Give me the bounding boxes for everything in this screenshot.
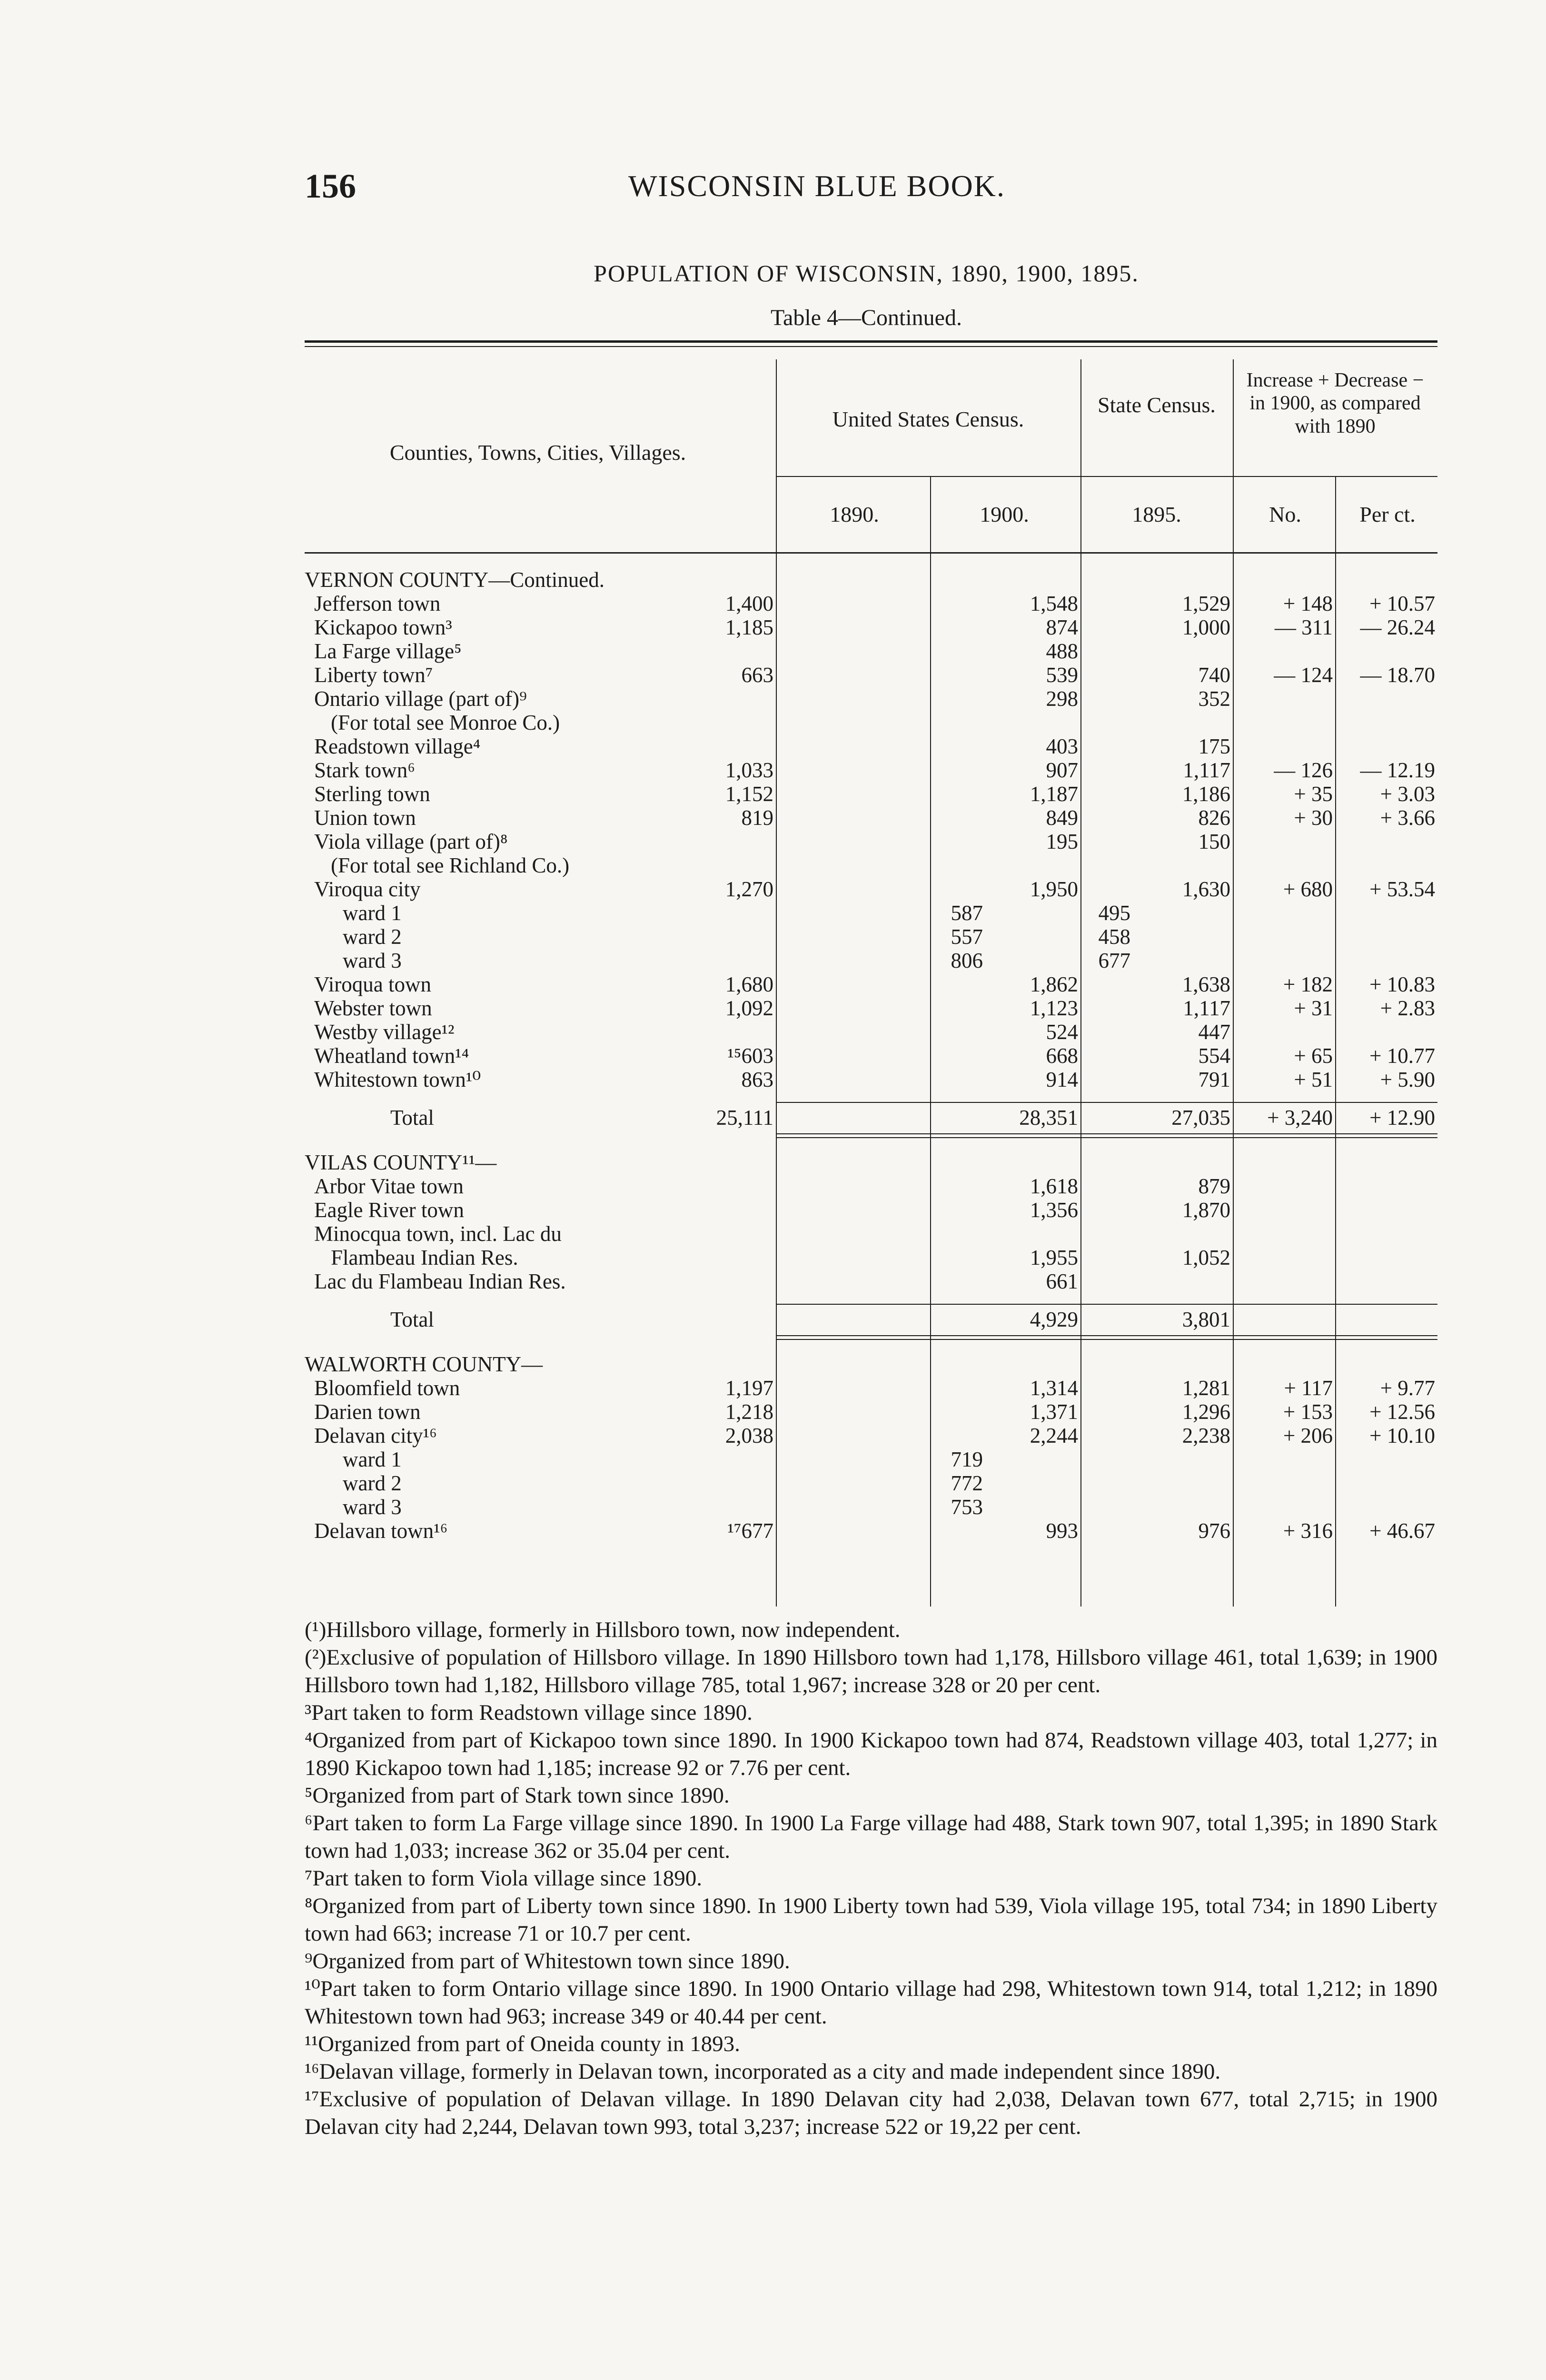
- cell-c1900: 1,356: [1030, 1198, 1078, 1222]
- footnote: ¹⁶Delavan village, formerly in Delavan town, incorporated as a city and made independent since 1890.: [305, 2059, 1221, 2084]
- header-us-census: United States Census.: [832, 407, 1024, 431]
- table-row: [305, 997, 1437, 1019]
- cell-c1890: 819: [741, 806, 773, 830]
- row-name: Viroqua town: [314, 972, 432, 996]
- header-no: No.: [1269, 502, 1301, 526]
- cell-w1900: 557: [951, 925, 983, 949]
- header-state-census: State Census.: [1098, 393, 1216, 417]
- cell-w1900: 719: [951, 1448, 983, 1471]
- cell-c1895: 2,238: [1182, 1424, 1230, 1448]
- footnote: ¹¹Organized from part of Oneida county in 1893.: [305, 2032, 740, 2056]
- cell-pct: + 3.66: [1380, 806, 1435, 830]
- footnote: ⁷Part taken to form Viola village since 1890.: [305, 1866, 703, 1891]
- cell-c1900: 849: [1046, 806, 1078, 830]
- row-name: Eagle River town: [314, 1198, 464, 1222]
- cell-c1895: 1,000: [1182, 615, 1230, 639]
- cell-c1900: 524: [1046, 1020, 1078, 1044]
- cell-no: + 51: [1294, 1068, 1333, 1091]
- table-row: [305, 1425, 1437, 1447]
- cell-no: + 680: [1283, 877, 1333, 901]
- row-name: (For total see Richland Co.): [331, 853, 570, 877]
- cell-c1890: 1,270: [725, 877, 773, 901]
- cell-c1895: 1,117: [1183, 996, 1230, 1020]
- cell-w1900: 587: [951, 901, 983, 925]
- table-title: POPULATION OF WISCONSIN, 1890, 1900, 1895.: [594, 260, 1139, 287]
- cell-c1895: 554: [1198, 1044, 1230, 1068]
- cell-w1895: 458: [1098, 925, 1130, 949]
- cell-c1900: 668: [1046, 1044, 1078, 1068]
- cell-c1900: 1,862: [1030, 972, 1078, 996]
- cell-pct: + 3.03: [1380, 782, 1435, 806]
- cell-pct: + 10.10: [1369, 1424, 1435, 1448]
- cell-w1900: 753: [951, 1495, 983, 1519]
- footnote: ⁵Organized from part of Stark town since 1890.: [305, 1783, 730, 1808]
- cell-pct: + 9.77: [1380, 1376, 1435, 1400]
- row-name: ward 3: [343, 949, 402, 972]
- cell-c1890: 1,680: [725, 972, 773, 996]
- footnote: ³Part taken to form Readstown village since 1890.: [305, 1700, 753, 1725]
- cell-w1895: 495: [1098, 901, 1130, 925]
- row-name: Lac du Flambeau Indian Res.: [314, 1269, 566, 1293]
- cell-c1890: 1,218: [725, 1400, 773, 1424]
- header-pct: Per ct.: [1359, 502, 1416, 526]
- cell-c1895: 1,529: [1182, 592, 1230, 615]
- cell-pct: + 46.67: [1369, 1519, 1435, 1543]
- page-number: 156: [305, 167, 356, 205]
- cell-c1900: 993: [1046, 1519, 1078, 1543]
- footnote: (²)Exclusive of population of Hillsboro village. In 1890 Hillsboro town had 1,178, Hillsboro village 461, total 1,639; in 1900 Hillsboro town had 1,182, Hillsboro village 785, total 1,967; increase 328 or 20 per cent.: [305, 1645, 1437, 1697]
- cell-no: — 126: [1274, 758, 1333, 782]
- table-row: [305, 1223, 1437, 1245]
- cell-c1895: 976: [1198, 1519, 1230, 1543]
- row-name: Viroqua city: [314, 877, 421, 901]
- table-row: [305, 1270, 1437, 1292]
- cell-no: — 124: [1274, 663, 1333, 687]
- row-name: Delavan city¹⁶: [314, 1424, 437, 1448]
- cell-c1895: 352: [1198, 687, 1230, 711]
- cell-c1890: 1,033: [725, 758, 773, 782]
- footnote: ⁹Organized from part of Whitestown town since 1890.: [305, 1949, 790, 1973]
- cell-c1900: 1,548: [1030, 592, 1078, 615]
- total-top-rule: [776, 1102, 1437, 1103]
- cell-no: + 65: [1294, 1044, 1333, 1068]
- row-name: ward 2: [343, 925, 402, 949]
- row-name: ward 2: [343, 1471, 402, 1495]
- cell-c1900: 539: [1046, 663, 1078, 687]
- total-row: [305, 1309, 1437, 1330]
- section-heading: VERNON COUNTY—Continued.: [305, 568, 605, 592]
- cell-c1900: 661: [1046, 1269, 1078, 1293]
- cell-c1895: 1,186: [1182, 782, 1230, 806]
- cell-c1890: 1,152: [725, 782, 773, 806]
- table-row: [305, 1021, 1437, 1043]
- cell-no: — 311: [1274, 615, 1333, 639]
- table-row: [305, 1401, 1437, 1423]
- cell-c1900: 1,618: [1030, 1174, 1078, 1198]
- cell-w1900: 806: [951, 949, 983, 972]
- cell-no: + 31: [1294, 996, 1333, 1020]
- cell-no: + 153: [1283, 1400, 1333, 1424]
- cell-c1895: 826: [1198, 806, 1230, 830]
- cell-c1890: 863: [741, 1068, 773, 1091]
- population-table: [305, 340, 1437, 1606]
- cell-c1900: 1,371: [1030, 1400, 1078, 1424]
- cell-pct: + 10.83: [1369, 972, 1435, 996]
- table-row: [305, 640, 1437, 662]
- table-row: [305, 878, 1437, 900]
- row-name: Kickapoo town³: [314, 615, 452, 639]
- cell-c1895: 1,117: [1183, 758, 1230, 782]
- cell-c1890: 1,185: [725, 615, 773, 639]
- row-name: Bloomfield town: [314, 1376, 460, 1400]
- table-row: [305, 1496, 1437, 1518]
- cell-c1900: 1,123: [1030, 996, 1078, 1020]
- cell-c1900: 403: [1046, 734, 1078, 758]
- row-name: Arbor Vitae town: [314, 1174, 464, 1198]
- cell-c1900: 195: [1046, 830, 1078, 853]
- cell-no: + 148: [1283, 592, 1333, 615]
- row-name: Total: [390, 1106, 434, 1130]
- cell-no: + 316: [1283, 1519, 1333, 1543]
- cell-c1895: 3,801: [1182, 1308, 1230, 1331]
- cell-c1895: 447: [1198, 1020, 1230, 1044]
- cell-c1895: 1,630: [1182, 877, 1230, 901]
- cell-c1895: 791: [1198, 1068, 1230, 1091]
- row-name: Darien town: [314, 1400, 421, 1424]
- table-row: [305, 664, 1437, 686]
- table-row: [305, 902, 1437, 924]
- cell-c1900: 1,187: [1030, 782, 1078, 806]
- cell-w1895: 677: [1098, 949, 1130, 972]
- cell-c1900: 1,314: [1030, 1376, 1078, 1400]
- table-row: [305, 973, 1437, 995]
- cell-c1895: 740: [1198, 663, 1230, 687]
- row-name: Total: [390, 1308, 434, 1331]
- total-top-rule: [776, 1304, 1437, 1305]
- cell-c1900: 4,929: [1030, 1308, 1078, 1331]
- cell-pct: + 12.56: [1369, 1400, 1435, 1424]
- row-name: ward 1: [343, 901, 402, 925]
- cell-c1895: 150: [1198, 830, 1230, 853]
- cell-pct: + 10.77: [1369, 1044, 1435, 1068]
- cell-w1900: 772: [951, 1471, 983, 1495]
- cell-pct: + 53.54: [1369, 877, 1435, 901]
- cell-pct: — 12.19: [1360, 758, 1435, 782]
- table-row: [305, 593, 1437, 615]
- footnotes: [305, 1616, 1437, 2141]
- table-row: [305, 1472, 1437, 1494]
- cell-c1890: ¹⁷677: [727, 1519, 773, 1543]
- row-name: Liberty town⁷: [314, 663, 433, 687]
- row-name: Jefferson town: [314, 592, 441, 615]
- cell-c1895: 27,035: [1171, 1106, 1230, 1130]
- table-row: [305, 759, 1437, 781]
- table-row: [305, 735, 1437, 757]
- total-bottom-rule: [776, 1335, 1437, 1336]
- row-name: Ontario village (part of)⁹: [314, 687, 527, 711]
- header-counties: Counties, Towns, Cities, Villages.: [389, 440, 686, 465]
- cell-pct: — 18.70: [1360, 663, 1435, 687]
- cell-c1900: 28,351: [1019, 1106, 1078, 1130]
- row-name: Westby village¹²: [314, 1020, 455, 1044]
- total-row: [305, 1107, 1437, 1129]
- cell-pct: + 5.90: [1380, 1068, 1435, 1091]
- footnote: ⁸Organized from part of Liberty town since 1890. In 1900 Liberty town had 539, Viola village 195, total 734; in 1890 Liberty town had 663; increase 71 or 10.7 per cent.: [305, 1894, 1437, 1946]
- table-row: [305, 1247, 1437, 1269]
- page-header: [305, 167, 1447, 209]
- table-row: [305, 1448, 1437, 1470]
- header-1890: 1890.: [830, 502, 879, 526]
- cell-c1900: 488: [1046, 639, 1078, 663]
- header-1900: 1900.: [980, 502, 1029, 526]
- cell-pct: + 2.83: [1380, 996, 1435, 1020]
- cell-no: + 30: [1294, 806, 1333, 830]
- cell-no: + 35: [1294, 782, 1333, 806]
- table-row: [305, 1377, 1437, 1399]
- cell-c1895: 1,052: [1182, 1246, 1230, 1269]
- footnote: ¹⁰Part taken to form Ontario village since 1890. In 1900 Ontario village had 298, Whitestown town 914, total 1,212; in 1890 Whitestown town had 963; increase 349 or 40.44 per cent.: [305, 1976, 1437, 2029]
- row-name: Sterling town: [314, 782, 430, 806]
- header-increase: Increase + Decrease − in 1900, as compared with 1890: [1246, 369, 1424, 437]
- row-name: Flambeau Indian Res.: [331, 1246, 518, 1269]
- cell-c1895: 175: [1198, 734, 1230, 758]
- cell-c1890: 1,092: [725, 996, 773, 1020]
- footnote: ⁴Organized from part of Kickapoo town since 1890. In 1900 Kickapoo town had 874, Readstown village 403, total 1,277; in 1890 Kickapoo town had 1,185; increase 92 or 7.76 per cent.: [305, 1728, 1437, 1780]
- row-name: Delavan town¹⁶: [314, 1519, 448, 1543]
- table-row: [305, 1520, 1437, 1542]
- header-1895: 1895.: [1132, 502, 1181, 526]
- footnote: ⁶Part taken to form La Farge village since 1890. In 1900 La Farge village had 488, Stark town 907, total 1,395; in 1890 Stark town had 1,033; increase 362 or 35.04 per cent.: [305, 1811, 1437, 1863]
- row-name: Whitestown town¹⁰: [314, 1068, 481, 1091]
- cell-c1900: 298: [1046, 687, 1078, 711]
- cell-no: + 3,240: [1267, 1106, 1333, 1130]
- cell-c1895: 1,296: [1182, 1400, 1230, 1424]
- table-row: [305, 712, 1437, 734]
- row-name: Stark town⁶: [314, 758, 415, 782]
- table-row: [305, 807, 1437, 829]
- section-heading: VILAS COUNTY¹¹—: [305, 1150, 497, 1174]
- cell-c1890: ¹⁵603: [727, 1044, 773, 1068]
- table-body: [305, 340, 1437, 1606]
- table-row: [305, 616, 1437, 638]
- table-row: [305, 831, 1437, 853]
- cell-c1900: 914: [1046, 1068, 1078, 1091]
- cell-c1895: 1,870: [1182, 1198, 1230, 1222]
- footnote: ¹⁷Exclusive of population of Delavan village. In 1890 Delavan city had 2,038, Delavan town 677, total 2,715; in 1900 Delavan city had 2,244, Delavan town 993, total 3,237; increase 522 or 19,22 per cent.: [305, 2087, 1437, 2139]
- table-row: [305, 1045, 1437, 1067]
- row-name: La Farge village⁵: [314, 639, 462, 663]
- cell-c1890: 1,400: [725, 592, 773, 615]
- cell-c1900: 2,244: [1030, 1424, 1078, 1448]
- cell-c1900: 907: [1046, 758, 1078, 782]
- table-caption: Table 4—Continued.: [771, 305, 962, 330]
- cell-c1900: 874: [1046, 615, 1078, 639]
- cell-c1900: 1,950: [1030, 877, 1078, 901]
- cell-c1890: 2,038: [725, 1424, 773, 1448]
- cell-c1890: 25,111: [716, 1106, 773, 1130]
- row-name: Minocqua town, incl. Lac du: [314, 1222, 562, 1246]
- total-bottom-rule: [776, 1133, 1437, 1134]
- table-row: [305, 854, 1437, 876]
- row-name: (For total see Monroe Co.): [331, 711, 560, 734]
- cell-no: + 182: [1283, 972, 1333, 996]
- cell-c1895: 1,281: [1182, 1376, 1230, 1400]
- row-name: Viola village (part of)⁸: [314, 830, 508, 853]
- cell-c1890: 1,197: [725, 1376, 773, 1400]
- cell-c1895: 879: [1198, 1174, 1230, 1198]
- row-name: Webster town: [314, 996, 432, 1020]
- table-row: [305, 1199, 1437, 1221]
- cell-no: + 117: [1284, 1376, 1333, 1400]
- cell-pct: — 26.24: [1360, 615, 1435, 639]
- table-row: [305, 926, 1437, 948]
- table-row: [305, 1069, 1437, 1091]
- total-bottom-rule-2: [776, 1339, 1437, 1340]
- cell-c1895: 1,638: [1182, 972, 1230, 996]
- cell-pct: + 10.57: [1369, 592, 1435, 615]
- total-bottom-rule-2: [776, 1137, 1437, 1138]
- running-title: WISCONSIN BLUE BOOK.: [628, 169, 1005, 203]
- row-name: Wheatland town¹⁴: [314, 1044, 469, 1068]
- table-row: [305, 950, 1437, 972]
- cell-c1890: 663: [741, 663, 773, 687]
- table-row: [305, 1175, 1437, 1197]
- cell-no: + 206: [1283, 1424, 1333, 1448]
- row-name: ward 3: [343, 1495, 402, 1519]
- cell-pct: + 12.90: [1369, 1106, 1435, 1130]
- table-row: [305, 783, 1437, 805]
- table-row: [305, 688, 1437, 710]
- section-heading: WALWORTH COUNTY—: [305, 1352, 543, 1376]
- row-name: Union town: [314, 806, 416, 830]
- row-name: Readstown village⁴: [314, 734, 481, 758]
- footnote: (¹)Hillsboro village, formerly in Hillsboro town, now independent.: [305, 1617, 901, 1642]
- row-name: ward 1: [343, 1448, 402, 1471]
- cell-c1900: 1,955: [1030, 1246, 1078, 1269]
